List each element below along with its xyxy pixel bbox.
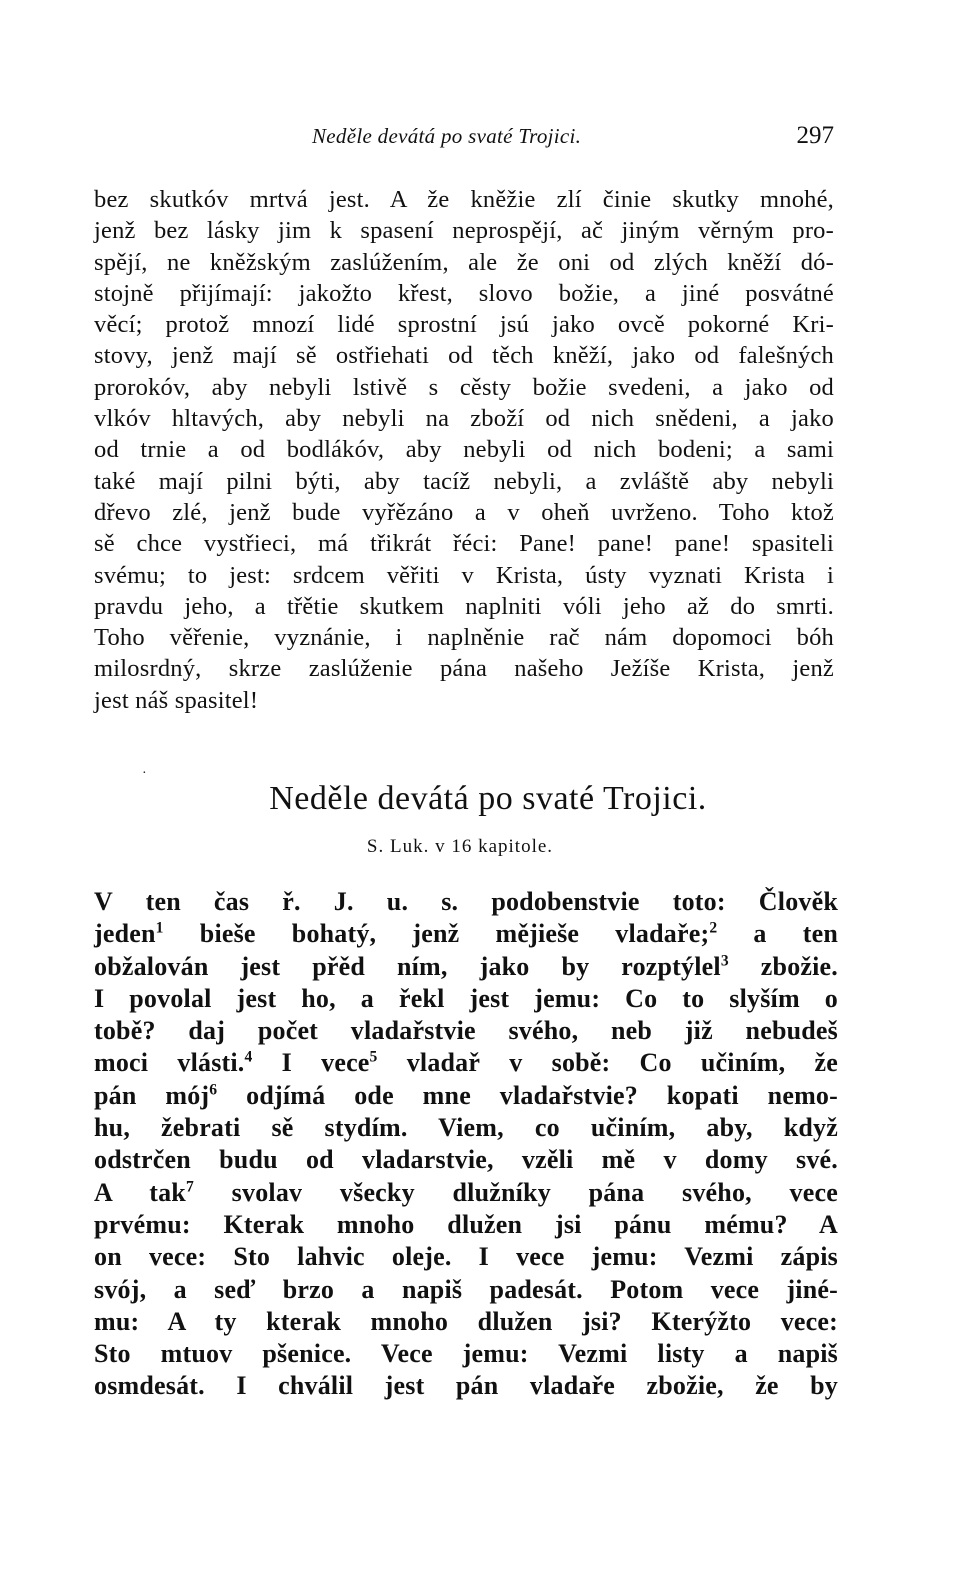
text-line: [94, 886, 838, 918]
text-line: dřevo zlé, jenž bude vyřězáno a v oheň uvrženo. Toho ktož: [94, 498, 834, 526]
text-run: pán mój: [94, 1080, 210, 1110]
section-title: [0, 780, 960, 818]
text-line: [94, 1015, 838, 1047]
text-line: milosrdný, skrze zaslúženie pána našeho Ježíše Krista, jenž: [94, 655, 834, 683]
text-line: prorokóv, aby nebyli lstivě s cěsty božie svedeni, a jako od: [94, 373, 834, 401]
page-number: 297: [796, 122, 834, 149]
gospel-passage: [94, 886, 838, 1403]
section-reference: [0, 836, 960, 858]
text-run: zbožie.: [728, 951, 839, 981]
text-run: bieše bohatý, jenž mějieše vladaře;: [163, 919, 710, 949]
ink-speck: ·: [142, 766, 147, 781]
text-line: [94, 1370, 838, 1402]
text-run: a ten: [717, 919, 839, 949]
text-line: sě chce vystřieci, má třikrát řéci: Pane! pane! pane! spasiteli: [94, 530, 834, 558]
text-run: mu: A ty kterak mnoho dlužen jsi? Kterýžto vece:: [94, 1306, 838, 1336]
text-run: V ten čas ř. J. u. s. podobenstvie toto: Člověk: [94, 887, 838, 916]
text-line: [94, 951, 838, 983]
text-run: jeden: [94, 919, 156, 949]
text-run: A tak: [94, 1177, 186, 1207]
text-run: vladař v sobě: Co učiním, že: [377, 1048, 838, 1078]
text-line: bez skutkóv mrtvá jest. A že kněžie zlí činie skutky mnohé,: [94, 186, 834, 213]
text-line: věcí; protož mnozí lidé sprostní jsú jako ovcě pokorné Kri-: [94, 311, 834, 339]
text-run: odstrčen budu od vladarstvie, vzěli mě v domy své.: [94, 1145, 838, 1175]
text-line: [94, 1241, 838, 1273]
body-paragraph: [94, 184, 834, 716]
text-run: hu, žebrati sě stydím. Viem, co učiním, aby, když: [94, 1113, 838, 1143]
footnote-marker: 7: [185, 1178, 194, 1196]
footnote-marker: 2: [709, 919, 718, 937]
text-run: moci vlásti.: [94, 1048, 245, 1078]
footnote-marker: 4: [244, 1048, 253, 1066]
text-run: I vece: [252, 1048, 370, 1078]
text-line: pravdu jeho, a třětie skutkem naplniti vóli jeho až do smrti.: [94, 592, 834, 620]
text-line: [94, 1112, 838, 1144]
text-line: spějí, ne kněžským zaslúžením, ale že oni od zlých kněží dó-: [94, 248, 834, 276]
text-line: vlkóv hltavých, aby nebyli na zboží od nich snědeni, a jako: [94, 405, 834, 433]
text-run: I povolal jest ho, a řekl jest jemu: Co to slyším o: [94, 983, 838, 1013]
text-line: jest náš spasitel!: [94, 686, 259, 714]
text-line: stojně přijímají: jakožto křest, slovo božie, a jiné posvátné: [94, 279, 834, 307]
footnote-marker: 1: [155, 919, 164, 937]
text-run: Sto mtuov pšenice. Vece jemu: Vezmi listy a napiš: [94, 1339, 838, 1369]
section-title-text: Neděle devátá po svaté Trojici.: [269, 780, 707, 817]
text-run: on vece: Sto lahvic oleje. I vece jemu: Vezmi zápis: [94, 1242, 838, 1272]
text-line: [94, 1338, 838, 1370]
running-head: Neděle devátá po svaté Trojici.: [312, 124, 582, 148]
text-line: [94, 1080, 838, 1112]
text-line: svému; to jest: srdcem věřiti v Krista, ústy vyznati Krista i: [94, 561, 834, 589]
footnote-marker: 5: [369, 1048, 378, 1066]
text-line: [94, 918, 838, 950]
text-line: stovy, jenž mají sě ostřiehati od těch kněží, jako od falešných: [94, 342, 834, 370]
text-run: tobě? daj počet vladařstvie svého, neb již nebudeš: [94, 1016, 838, 1046]
section-reference-text: S. Luk. v 16 kapitole.: [366, 836, 554, 857]
text-line: [94, 1047, 838, 1079]
text-line: také mají pilni býti, aby tacíž nebyli, a zvláště aby nebyli: [94, 467, 834, 495]
text-line: [94, 1306, 838, 1338]
text-line: jenž bez lásky jim k spasení neprospějí, ač jiným věrným pro-: [94, 217, 834, 245]
text-line: [94, 983, 838, 1015]
text-run: svolav všecky dlužníky pána svého, vece: [193, 1177, 838, 1207]
text-line: [94, 1177, 838, 1209]
footnote-marker: 3: [720, 951, 729, 969]
text-line: Toho věřenie, vyznánie, i naplněnie rač nám dopomoci bóh: [94, 624, 834, 652]
text-run: svój, a seď brzo a napiš padesát. Potom vece jiné-: [94, 1274, 838, 1304]
text-run: odjímá ode mne vladařstvie? kopati nemo-: [217, 1080, 838, 1110]
text-run: osmdesát. I chválil jest pán vladaře zbožie, že by: [94, 1371, 838, 1401]
text-line: [94, 1274, 838, 1306]
text-line: od trnie a od bodlákóv, aby nebyli od nich bodeni; a sami: [94, 436, 834, 464]
text-line: [94, 1144, 838, 1176]
text-run: prvému: Kterak mnoho dlužen jsi pánu mému? A: [94, 1209, 838, 1239]
footnote-marker: 6: [209, 1081, 218, 1099]
text-run: obžalován jest přěd ním, jako by rozptýlel: [94, 951, 721, 981]
text-line: [94, 1209, 838, 1241]
